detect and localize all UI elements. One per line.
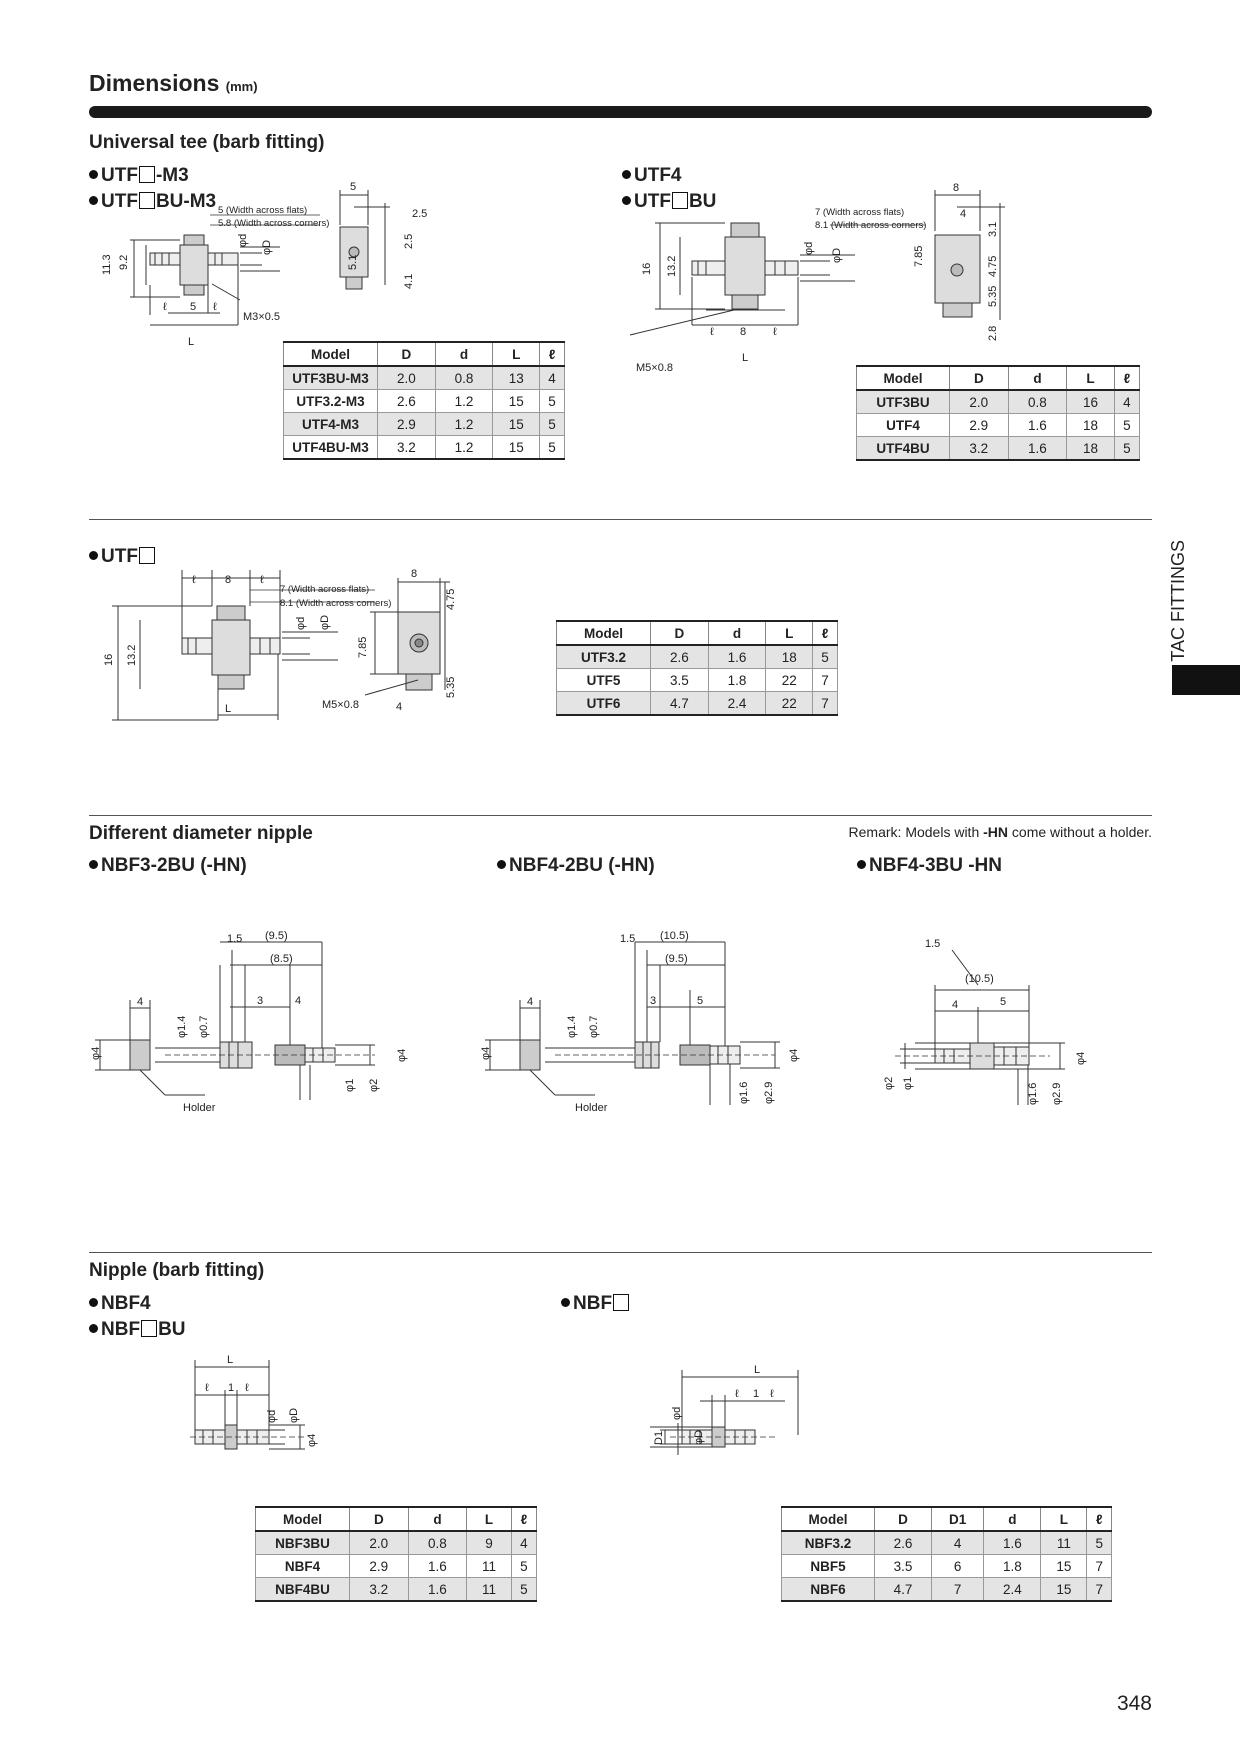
cell: 11 — [467, 1555, 512, 1578]
dim-e: 5 — [697, 995, 704, 1007]
dim-v4: 5.35 — [987, 285, 999, 307]
drawing-nbf4-3bu — [880, 925, 1100, 1115]
cell: 13 — [493, 366, 540, 390]
col-D: D — [950, 366, 1009, 390]
col-D: D — [350, 1507, 409, 1531]
dim-l1: ℓ — [735, 1388, 739, 1400]
cell: 22 — [766, 692, 813, 716]
dim-phid: φd — [295, 616, 307, 630]
item-utf — [89, 544, 156, 570]
dim-phid: φd — [671, 1406, 683, 1420]
cell: 3.2 — [350, 1578, 409, 1602]
dim-h1: 16 — [103, 653, 115, 666]
drawing-nbf — [650, 1365, 820, 1465]
table-row — [782, 1531, 1112, 1555]
dim-p5: φ4 — [1075, 1051, 1087, 1065]
cell-model: NBF4BU — [256, 1578, 350, 1602]
cell: 2.9 — [378, 413, 436, 436]
dim-v1: 3.1 — [987, 221, 999, 237]
table-row — [284, 366, 565, 390]
cell: 5 — [540, 436, 565, 460]
dim-d: 4 — [952, 999, 959, 1011]
dim-v2: 7.85 — [357, 636, 369, 658]
item-utfbu-post: BU — [688, 191, 717, 212]
table-row — [256, 1578, 537, 1602]
cell-model: UTF3BU-M3 — [284, 366, 378, 390]
dim-D1: D1 — [653, 1430, 665, 1445]
dim-h2: 13.2 — [666, 255, 678, 277]
cell: 18 — [766, 645, 813, 669]
cell: 1.2 — [435, 390, 493, 413]
cell-model: UTF3.2 — [557, 645, 651, 669]
dim-top2: 4 — [960, 208, 967, 220]
cell: 1.8 — [984, 1555, 1041, 1578]
dim-l-right: ℓ — [213, 301, 217, 313]
drawing-utf4 — [630, 182, 1030, 374]
table-row — [557, 669, 838, 692]
cell: 1.6 — [984, 1531, 1041, 1555]
cell: 15 — [493, 390, 540, 413]
dim-p3: φ4 — [480, 1046, 492, 1060]
dim-thread: M5×0.8 — [636, 362, 673, 374]
side-tab-label: TAC FITTINGS — [1168, 540, 1188, 662]
cell: 1.6 — [408, 1578, 467, 1602]
dim-v5: 2.8 — [987, 325, 999, 341]
cell-model: NBF5 — [782, 1555, 875, 1578]
dim-v2: 7.85 — [913, 245, 925, 267]
cell: 15 — [1041, 1578, 1087, 1602]
table-row — [782, 1555, 1112, 1578]
col-D: D — [378, 342, 436, 366]
dim-p4: φ1.6 — [738, 1081, 750, 1104]
bullet-dot — [89, 551, 98, 560]
dim-h1: 11.3 — [101, 254, 113, 275]
dim-v3: 4.1 — [403, 273, 415, 289]
bullet-dot — [89, 860, 98, 869]
cell: 2.6 — [651, 645, 709, 669]
item-nbf4-3bu — [857, 853, 1002, 879]
table-utf4 — [856, 365, 1140, 461]
dim-h2: 9.2 — [118, 254, 130, 270]
cell: 7 — [813, 692, 838, 716]
dim-p3: φ4 — [90, 1046, 102, 1060]
table-row — [284, 436, 565, 460]
dim-top: 5 — [350, 181, 357, 193]
col-D: D — [875, 1507, 932, 1531]
cell: 7 — [1087, 1555, 1112, 1578]
bullet-dot — [89, 1298, 98, 1307]
cell: 0.8 — [435, 366, 493, 390]
col-d: d — [1008, 366, 1067, 390]
cell: 11 — [467, 1578, 512, 1602]
dim-a: 1.5 — [620, 933, 636, 945]
dim-l-left: ℓ — [163, 301, 167, 313]
cell: 5 — [1087, 1531, 1112, 1555]
remark-prefix: Remark: Models with — [848, 824, 984, 840]
cell: 2.0 — [378, 366, 436, 390]
cell: 3.5 — [875, 1555, 932, 1578]
table-row — [857, 414, 1140, 437]
dim-one: 1 — [753, 1388, 760, 1400]
dim-p5: φ2 — [368, 1078, 380, 1092]
cell: 1.2 — [435, 436, 493, 460]
cell-model: NBF3BU — [256, 1531, 350, 1555]
dim-v3: 4.75 — [987, 255, 999, 277]
cell: 7 — [931, 1578, 984, 1602]
cell-model: UTF4 — [857, 414, 950, 437]
cell: 4 — [1114, 390, 1139, 414]
dim-thread: M3×0.5 — [243, 311, 280, 323]
dim-p6: φ4 — [788, 1048, 800, 1062]
dim-phiD: φD — [693, 1429, 705, 1445]
table-header-row — [782, 1507, 1112, 1531]
cell: 16 — [1067, 390, 1115, 414]
dim-top: 8 — [411, 568, 418, 580]
col-l: ℓ — [1087, 1507, 1112, 1531]
cell: 5 — [1114, 437, 1139, 461]
table-row — [284, 390, 565, 413]
item-nbf4-3bu-text: NBF4-3BU -HN — [869, 855, 1002, 876]
dim-h1: 16 — [641, 262, 653, 275]
divider — [89, 815, 1152, 816]
table-row — [857, 390, 1140, 414]
cell: 5 — [813, 645, 838, 669]
table-nbf4-bu — [255, 1506, 537, 1602]
col-model: Model — [782, 1507, 875, 1531]
cell: 18 — [1067, 437, 1115, 461]
dim-phiD: φD — [831, 247, 843, 263]
dim-v3: 5.35 — [445, 676, 457, 698]
col-l: ℓ — [813, 621, 838, 645]
cell-model: NBF6 — [782, 1578, 875, 1602]
dim-phid: φd — [237, 233, 249, 247]
dim-f: 4 — [137, 996, 144, 1008]
remark-code: -HN — [983, 824, 1009, 840]
item-utf-m3-post: -M3 — [155, 165, 189, 186]
cell: 1.6 — [408, 1555, 467, 1578]
col-L: L — [493, 342, 540, 366]
dim-p6: φ4 — [396, 1048, 408, 1062]
dim-v1: 2.5 — [403, 233, 415, 249]
col-D: D — [651, 621, 709, 645]
dim-L: L — [227, 1354, 234, 1366]
cell-model: NBF4 — [256, 1555, 350, 1578]
dim-top: 8 — [953, 182, 960, 194]
page-title — [89, 70, 258, 97]
dim-d: 3 — [257, 995, 264, 1007]
item-nbf4-2bu — [497, 853, 655, 879]
dim-L: L — [754, 1364, 761, 1376]
dim-p3: φ1.6 — [1027, 1082, 1039, 1105]
drawing-nbf3-2bu — [90, 920, 425, 1120]
item-nbf4-text: NBF4 — [101, 1293, 151, 1314]
table-nbf — [781, 1506, 1112, 1602]
drawing-utf-m3 — [100, 181, 570, 360]
dim-a: 1.5 — [925, 938, 941, 950]
cell: 2.4 — [708, 692, 766, 716]
table-row — [557, 645, 838, 669]
dim-c: (9.5) — [665, 953, 688, 965]
bullet-dot — [89, 170, 98, 179]
dim-p1: φ1.4 — [176, 1015, 188, 1038]
cell: 11 — [1041, 1531, 1087, 1555]
col-model: Model — [284, 342, 378, 366]
cell: 1.6 — [1008, 437, 1067, 461]
item-nbf4 — [89, 1291, 186, 1343]
col-model: Model — [857, 366, 950, 390]
page-number: 348 — [1116, 1692, 1152, 1715]
side-tab-bar — [1172, 665, 1240, 695]
section-universal-tee: Universal tee (barb fitting) — [89, 132, 325, 153]
dim-p4: φ1 — [344, 1078, 356, 1092]
cell: 4 — [931, 1531, 984, 1555]
table-header-row — [857, 366, 1140, 390]
cell: 5 — [540, 413, 565, 436]
col-L: L — [467, 1507, 512, 1531]
cell: 2.9 — [350, 1555, 409, 1578]
dim-holder: Holder — [575, 1102, 608, 1114]
table-utf-m3 — [283, 341, 565, 460]
cell: 0.8 — [1008, 390, 1067, 414]
dim-phid: φd — [803, 241, 815, 255]
dim-p1: φ1.4 — [566, 1015, 578, 1038]
dim-v2: 5.1 — [347, 254, 359, 270]
item-utf-bu-m3-pre: UTF — [101, 191, 138, 212]
dim-L: L — [225, 703, 232, 715]
dim-L: L — [188, 336, 195, 348]
col-L: L — [766, 621, 813, 645]
divider — [89, 519, 1152, 520]
dim-c: (8.5) — [270, 953, 293, 965]
cell: 5 — [540, 390, 565, 413]
dim-l2: ℓ — [770, 1388, 774, 1400]
dim-phi4: φ4 — [306, 1433, 318, 1447]
remark-suffix: come without a holder. — [1008, 824, 1152, 840]
cell: 15 — [493, 413, 540, 436]
section-nipple: Nipple (barb fitting) — [89, 1260, 265, 1281]
dim-thread: M5×0.8 — [322, 699, 359, 711]
col-l: ℓ — [540, 342, 565, 366]
dim-b: (9.5) — [265, 930, 288, 942]
col-d: d — [435, 342, 493, 366]
cell-model: UTF3BU — [857, 390, 950, 414]
col-model: Model — [557, 621, 651, 645]
page-title-unit: (mm) — [225, 79, 258, 94]
dim-p2: φ0.7 — [588, 1015, 600, 1038]
dim-h2: 13.2 — [126, 644, 138, 666]
bullet-dot — [89, 196, 98, 205]
dim-wf2: 8.1 (Width across corners) — [815, 220, 927, 231]
cell: 1.2 — [435, 413, 493, 436]
cell: 4 — [511, 1531, 536, 1555]
dim-phiD: φD — [319, 614, 331, 630]
dim-l2: ℓ — [245, 1382, 249, 1394]
dim-l-right: ℓ — [773, 326, 777, 338]
dim-p4: φ2.9 — [1051, 1082, 1063, 1105]
dim-wf1: 5 (Width across flats) — [218, 205, 308, 216]
cell: 6 — [931, 1555, 984, 1578]
dim-wf2: 5.8 (Width across corners) — [218, 218, 330, 229]
item-utf-pre: UTF — [101, 546, 138, 567]
cell: 5 — [1114, 414, 1139, 437]
item-nbf-pre: NBF — [573, 1293, 613, 1314]
dim-p2: φ0.7 — [198, 1015, 210, 1038]
title-rule — [89, 106, 1152, 118]
cell: 2.6 — [875, 1531, 932, 1555]
dim-b: (10.5) — [965, 973, 994, 985]
cell: 2.0 — [350, 1531, 409, 1555]
col-L: L — [1067, 366, 1115, 390]
cell: 4.7 — [651, 692, 709, 716]
cell: 3.2 — [950, 437, 1009, 461]
drawing-utf — [100, 570, 480, 730]
cell: 0.8 — [408, 1531, 467, 1555]
cell: 5 — [511, 1578, 536, 1602]
cell: 4.7 — [875, 1578, 932, 1602]
dim-holder: Holder — [183, 1102, 216, 1114]
dim-v1: 4.75 — [445, 588, 457, 610]
cell: 2.4 — [984, 1578, 1041, 1602]
col-d: d — [708, 621, 766, 645]
dim-mid: 8 — [740, 326, 747, 338]
table-row — [557, 692, 838, 716]
item-utf-bu-m3-post: BU-M3 — [155, 191, 217, 212]
cell: 9 — [467, 1531, 512, 1555]
bullet-dot — [89, 1324, 98, 1333]
dim-p1: φ2 — [883, 1076, 895, 1090]
cell: 1.8 — [708, 669, 766, 692]
dim-top2: 2.5 — [412, 208, 428, 220]
item-utf4-text: UTF4 — [634, 165, 682, 186]
item-nbfbu-pre: NBF — [101, 1319, 141, 1340]
dim-p5: φ2.9 — [763, 1081, 775, 1104]
cell-model: UTF6 — [557, 692, 651, 716]
table-row — [284, 413, 565, 436]
item-utfbu-pre: UTF — [634, 191, 671, 212]
page-title-text: Dimensions — [89, 70, 220, 96]
placeholder-box — [139, 166, 155, 183]
cell: 15 — [1041, 1555, 1087, 1578]
dim-p2: φ1 — [902, 1076, 914, 1090]
col-l: ℓ — [1114, 366, 1139, 390]
dim-l-left: ℓ — [710, 326, 714, 338]
col-d: d — [984, 1507, 1041, 1531]
bullet-dot — [561, 1298, 570, 1307]
placeholder-box — [141, 1320, 157, 1337]
cell: 2.6 — [378, 390, 436, 413]
bullet-dot — [857, 860, 866, 869]
table-row — [857, 437, 1140, 461]
cell: 3.5 — [651, 669, 709, 692]
cell-model: UTF5 — [557, 669, 651, 692]
table-row — [256, 1531, 537, 1555]
item-utf-m3-pre: UTF — [101, 165, 138, 186]
dim-wf2: 8.1 (Width across corners) — [280, 598, 392, 609]
cell: 2.0 — [950, 390, 1009, 414]
col-d: d — [408, 1507, 467, 1531]
divider — [89, 1252, 1152, 1253]
cell-model: UTF4BU-M3 — [284, 436, 378, 460]
cell-model: UTF4BU — [857, 437, 950, 461]
col-D1: D1 — [931, 1507, 984, 1531]
remark-note — [849, 824, 1152, 840]
drawing-nbf4-bu — [185, 1355, 345, 1465]
cell: 5 — [511, 1555, 536, 1578]
cell: 3.2 — [378, 436, 436, 460]
item-nbf3-2bu — [89, 853, 247, 879]
table-header-row — [256, 1507, 537, 1531]
cell: 18 — [1067, 414, 1115, 437]
dim-wf1: 7 (Width across flats) — [815, 207, 905, 218]
dim-phiD: φD — [288, 1407, 300, 1423]
cell: 1.6 — [1008, 414, 1067, 437]
dim-L: L — [742, 352, 749, 364]
table-header-row — [557, 621, 838, 645]
dim-phiD: φD — [261, 239, 273, 255]
dim-f: 4 — [527, 996, 534, 1008]
dim-l-right: ℓ — [260, 574, 264, 586]
bullet-dot — [497, 860, 506, 869]
dim-a: 1.5 — [227, 933, 243, 945]
col-l: ℓ — [511, 1507, 536, 1531]
item-nbf4-2bu-text: NBF4-2BU (-HN) — [509, 855, 655, 876]
cell: 7 — [813, 669, 838, 692]
cell-model: UTF4-M3 — [284, 413, 378, 436]
dim-wf1: 7 (Width across flats) — [280, 584, 370, 595]
cell: 22 — [766, 669, 813, 692]
dim-e: 4 — [295, 995, 302, 1007]
cell: 2.9 — [950, 414, 1009, 437]
item-nbfbu-post: BU — [158, 1319, 186, 1340]
placeholder-box — [139, 547, 155, 564]
item-nbf — [561, 1291, 630, 1317]
cell: 15 — [493, 436, 540, 460]
section-different-nipple: Different diameter nipple — [89, 823, 313, 844]
dim-mid: 8 — [225, 574, 232, 586]
col-L: L — [1041, 1507, 1087, 1531]
placeholder-box — [613, 1294, 629, 1311]
dim-one: 1 — [228, 1382, 235, 1394]
dim-bot: 4 — [396, 701, 403, 713]
table-utf — [556, 620, 838, 716]
dim-e: 5 — [1000, 996, 1007, 1008]
dim-mid: 5 — [190, 301, 197, 313]
dim-phid: φd — [266, 1409, 278, 1423]
cell-model: NBF3.2 — [782, 1531, 875, 1555]
bullet-dot — [622, 170, 631, 179]
dim-l-left: ℓ — [192, 574, 196, 586]
cell: 1.6 — [708, 645, 766, 669]
dim-b: (10.5) — [660, 930, 689, 942]
cell: 4 — [540, 366, 565, 390]
item-nbf3-2bu-text: NBF3-2BU (-HN) — [101, 855, 247, 876]
drawing-nbf4-2bu — [480, 920, 815, 1120]
cell: 7 — [1087, 1578, 1112, 1602]
dim-l1: ℓ — [205, 1382, 209, 1394]
table-row — [782, 1578, 1112, 1602]
table-row — [256, 1555, 537, 1578]
cell-model: UTF3.2-M3 — [284, 390, 378, 413]
table-header-row — [284, 342, 565, 366]
col-model: Model — [256, 1507, 350, 1531]
dim-d: 3 — [650, 995, 657, 1007]
